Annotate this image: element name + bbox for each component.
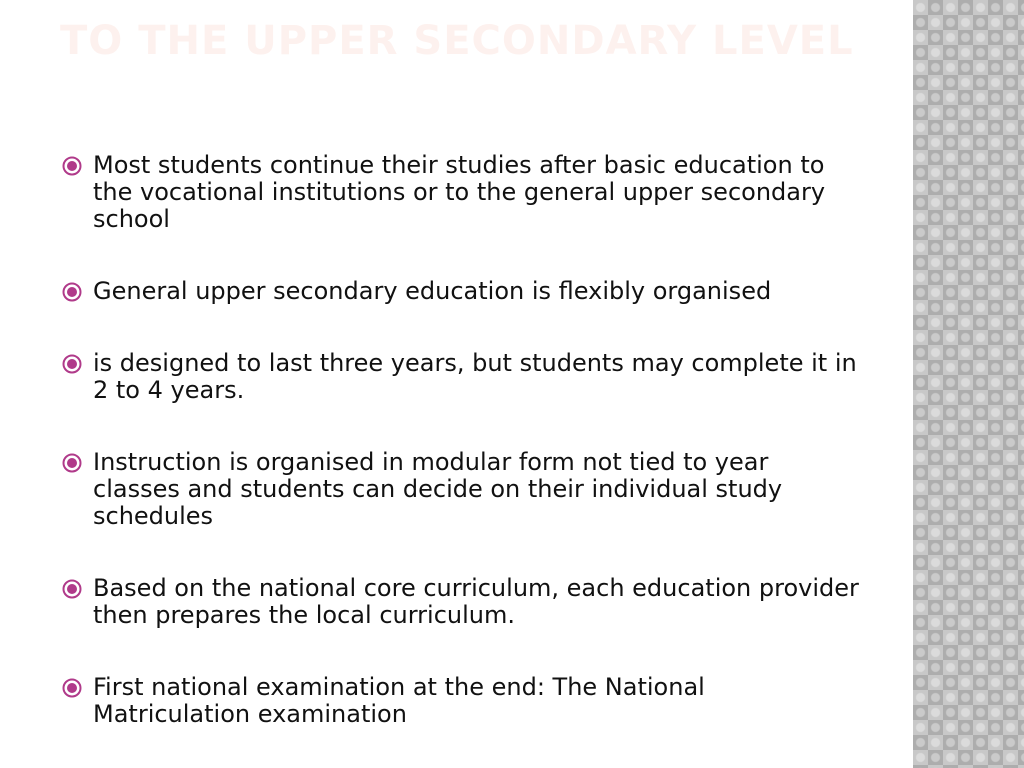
bullet-item: [62, 278, 862, 305]
bullet-item: [62, 152, 862, 233]
bullet-text: is designed to last three years, but students may complete it in 2 to 4 years.: [93, 349, 857, 404]
radio-bullet-icon: [62, 678, 82, 698]
bullet-text: First national examination at the end: The National Matriculation examination: [93, 673, 705, 728]
decorative-side-panel: [913, 0, 1024, 768]
bullet-text: Based on the national core curriculum, each education provider then prepares the local curriculum.: [93, 574, 859, 629]
bullet-text: Instruction is organised in modular form not tied to year classes and students can decide on their individual study schedules: [93, 448, 783, 530]
radio-bullet-icon: [62, 453, 82, 473]
radio-bullet-icon: [62, 282, 82, 302]
bullet-text: General upper secondary education is flexibly organised: [93, 277, 772, 305]
radio-bullet-icon: [62, 156, 82, 176]
radio-bullet-icon: [62, 354, 82, 374]
bullet-item: [62, 449, 862, 530]
radio-bullet-icon: [62, 579, 82, 599]
bullet-list: [62, 152, 862, 728]
slide-title: TO THE UPPER SECONDARY LEVEL: [60, 18, 854, 64]
bullet-item: [62, 350, 862, 404]
bullet-text: Most students continue their studies after basic education to the vocational institutions or to the general upper secondary school: [93, 151, 826, 233]
bullet-item: [62, 674, 862, 728]
bullet-item: [62, 575, 862, 629]
